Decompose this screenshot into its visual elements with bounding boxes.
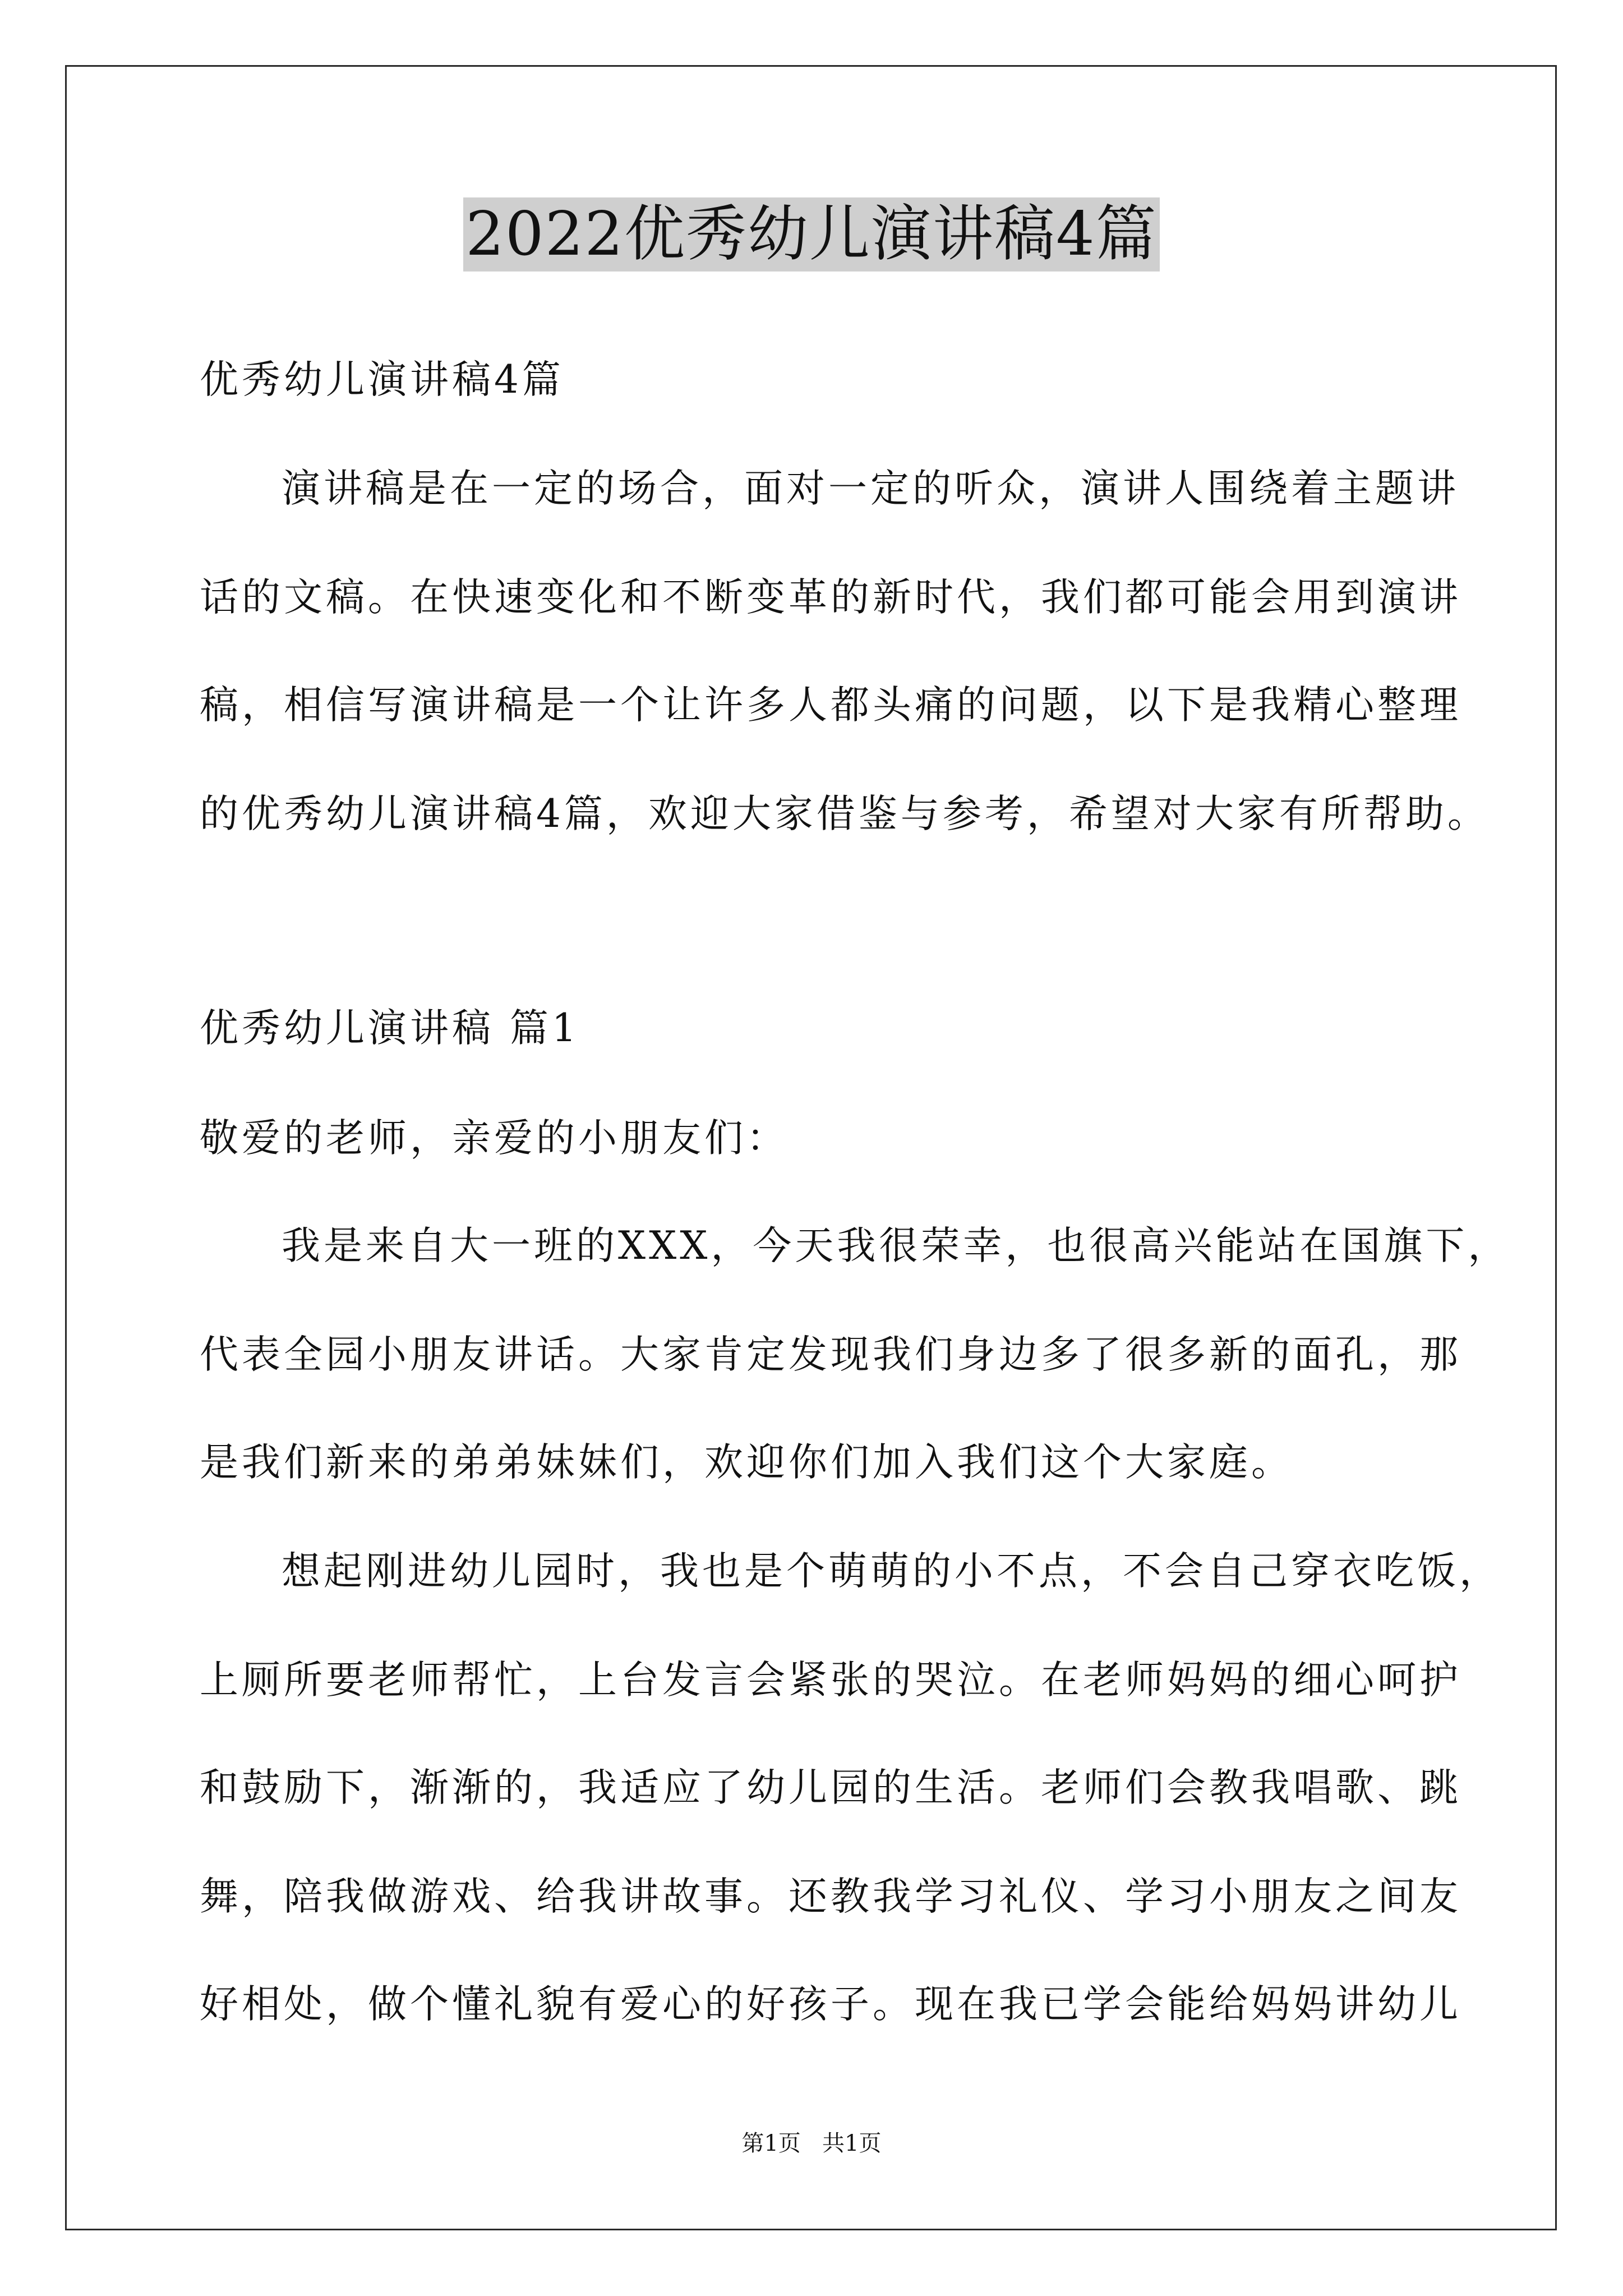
paragraph2-line-5: 好相处，做个懂礼貌有爱心的好孩子。现在我已学会能给妈妈讲幼儿: [200, 1982, 1461, 2027]
intro-line-1: 演讲稿是在一定的场合，面对一定的听众，演讲人围绕着主题讲: [282, 466, 1459, 511]
title-container: [0, 197, 1623, 272]
paragraph1-line-1: 我是来自大一班的XXX，今天我很荣幸，也很高兴能站在国旗下，: [282, 1223, 1510, 1268]
page-number: 第1页 共1页: [741, 2131, 882, 2156]
paragraph2-line-2: 上厕所要老师帮忙，上台发言会紧张的哭泣。在老师妈妈的细心呵护: [200, 1658, 1461, 1703]
intro-line-4: 的优秀幼儿演讲稿4篇，欢迎大家借鉴与参考，希望对大家有所帮助。: [200, 792, 1490, 836]
intro-line-3: 稿，相信写演讲稿是一个让许多人都头痛的问题，以下是我精心整理: [200, 683, 1461, 728]
paragraph1-line-3: 是我们新来的弟弟妹妹们，欢迎你们加入我们这个大家庭。: [200, 1440, 1293, 1485]
paragraph2-line-4: 舞，陪我做游戏、给我讲故事。还教我学习礼仪、学习小朋友之间友: [200, 1874, 1461, 1919]
paragraph1-line-2: 代表全园小朋友讲话。大家肯定发现我们身边多了很多新的面孔，那: [200, 1332, 1461, 1377]
document-title: 2022优秀幼儿演讲稿4篇: [463, 197, 1160, 272]
document-subtitle: 优秀幼儿演讲稿4篇: [200, 357, 564, 402]
section-heading: 优秀幼儿演讲稿 篇1: [200, 1006, 580, 1051]
greeting-line: 敬爱的老师，亲爱的小朋友们：: [200, 1116, 789, 1161]
intro-line-2: 话的文稿。在快速变化和不断变革的新时代，我们都可能会用到演讲: [200, 575, 1461, 620]
paragraph2-line-1: 想起刚进幼儿园时，我也是个萌萌的小不点，不会自己穿衣吃饭，: [282, 1549, 1501, 1594]
paragraph2-line-3: 和鼓励下，渐渐的，我适应了幼儿园的生活。老师们会教我唱歌、跳: [200, 1765, 1461, 1810]
